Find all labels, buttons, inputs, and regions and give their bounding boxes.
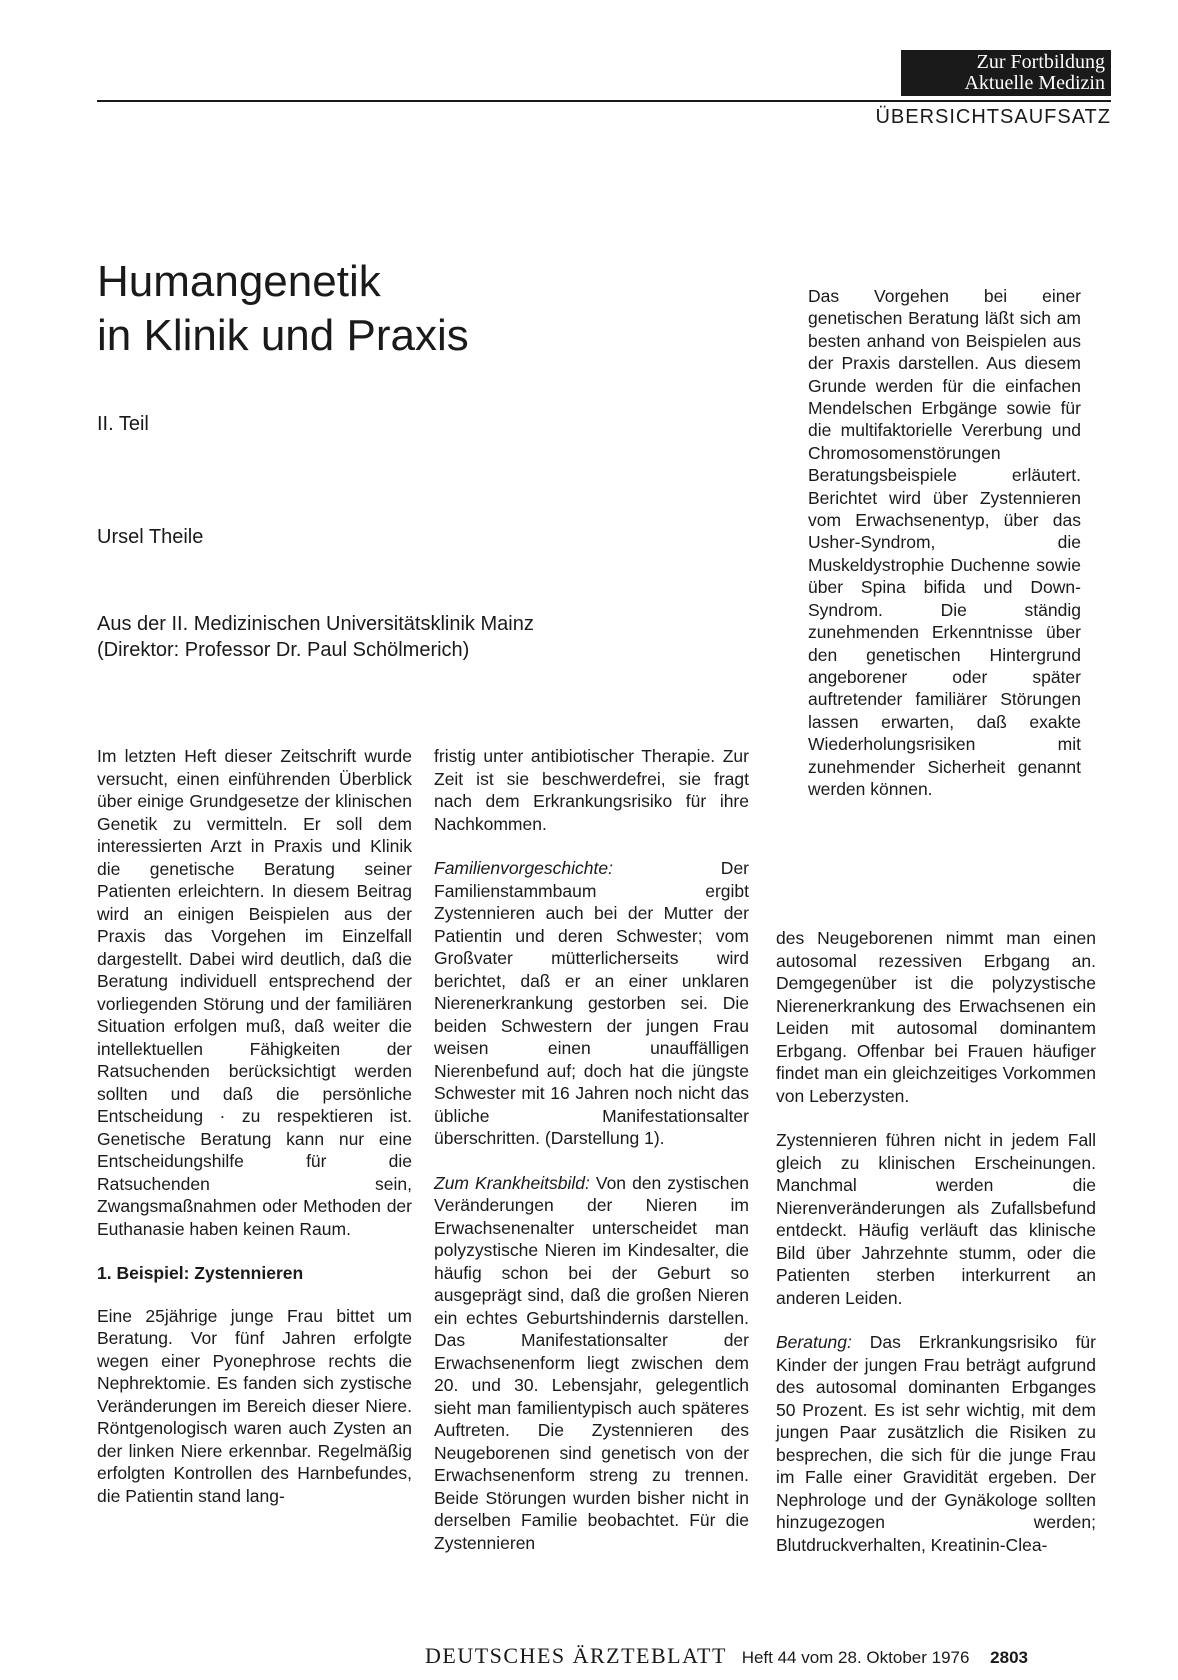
affiliation-line-1: Aus der II. Medizinischen Universitätsklinik Mainz — [97, 613, 534, 635]
paragraph-clinical-picture — [434, 1172, 749, 1555]
page-number: 2803 — [990, 1648, 1028, 1667]
rubric-badge — [901, 50, 1111, 96]
rubric-line-1: Zur Fortbildung — [976, 51, 1105, 73]
journal-name: DEUTSCHES ÄRZTEBLATT — [425, 1643, 727, 1668]
family-history-text: Der Familienstammbaum ergibt Zystennieren auch bei der Mutter der Patientin und deren Schwester; vom Großvater mütterlicherseits wird berichtet, daß er an einer unklaren Nierenerkrankung gestorben sei. Die beiden Schwestern der jungen Frau weisen einen unauffälligen Nierenbefund auf; doch hat die jüngste Schwester mit 16 Jahren noch nicht das übliche Manifestationsalter überschritten. (Darstellung 1). — [434, 858, 749, 1148]
issue-info: Heft 44 vom 28. Oktober 1976 — [741, 1648, 970, 1667]
intro-paragraph: Im letzten Heft dieser Zeitschrift wurde versucht, einen einführenden Überblick über einige Grundgesetze der klinischen Genetik zu vermitteln. Er soll dem interessierten Arzt in Praxis und Klinik die genetische Beratung seiner Patienten erleichtern. In diesem Beitrag wird an einigen Beispielen aus der Praxis das Vorgehen im Einzelfall dargestellt. Dabei wird deutlich, daß die Beratung individuell entsprechend der vorliegenden Störung und der familiären Situation erfolgen muß, daß weiter die intellektuellen Fähigkeiten der Ratsuchenden berücksichtigt werden sollten und daß die persönliche Entscheidung · zu respektieren ist. Genetische Beratung kann nur eine Entscheidungshilfe für die Ratsuchenden sein, Zwangsmaßnahmen oder Methoden der Euthanasie haben keinen Raum. — [97, 746, 412, 1239]
article-part: II. Teil — [97, 413, 149, 435]
case-paragraph: Eine 25jährige junge Frau bittet um Beratung. Vor fünf Jahren erfolgte wegen einer Pyonephrose rechts die Nephrektomie. Es fanden sich zystische Veränderungen im Bereich dieser Niere. Röntgenologisch waren auch Zysten an der linken Niere erkennbar. Regelmäßig erfolgten Kontrollen des Harnbefundes, die Patientin stand lang- — [97, 1305, 412, 1506]
author-name: Ursel Theile — [97, 526, 204, 548]
article-title — [97, 255, 469, 363]
column-2 — [434, 745, 749, 1576]
header-rule — [97, 100, 1111, 102]
title-line-1: Humangenetik — [97, 257, 381, 306]
lead-in-counseling: Beratung: — [776, 1332, 852, 1352]
lead-in-clinical-picture: Zum Krankheitsbild: — [434, 1172, 590, 1193]
column-3 — [776, 927, 1096, 1578]
paragraph-counseling — [776, 1331, 1096, 1556]
abstract: Das Vorgehen bei einer genetischen Beratung läßt sich am besten anhand von Beispielen aus der Praxis darstellen. Aus diesem Grunde werden für die einfachen Mendelschen Erbgänge sowie für die multifaktorielle Vererbung und Chromosomenstörungen Beratungsbeispiele erläutert. Berichtet wird über Zystennieren vom Erwachsenentyp, über das Usher-Syndrom, die Muskeldystrophie Duchenne sowie über Spina bifida und Down-Syndrom. Die ständig zunehmenden Erkenntnisse über den genetischen Hintergrund angeborener oder später auftretender familiärer Störungen lassen erwarten, daß exakte Wiederholungsrisiken mit zunehmender Sicherheit genannt werden können. — [808, 286, 1081, 799]
section-label: ÜBERSICHTSAUFSATZ — [875, 106, 1111, 128]
title-line-2: in Klinik und Praxis — [97, 311, 469, 360]
page-footer — [425, 1643, 1028, 1669]
paragraph-continuation: fristig unter antibiotischer Therapie. Zur Zeit ist sie beschwerdefrei, sie fragt nach dem Erkrankungsrisiko für ihre Nachkommen. — [434, 746, 749, 834]
paragraph-manifestation: Zystennieren führen nicht in jedem Fall gleich zu klinischen Erscheinungen. Manchmal werden die Nierenveränderungen als Zufallsbefund entdeckt. Häufig verläuft das klinische Bild über Jahrzehnte stumm, oder die Patienten sterben interkurrent an anderen Leiden. — [776, 1130, 1096, 1308]
column-1 — [97, 745, 412, 1529]
counseling-text: Das Erkrankungsrisiko für Kinder der jungen Frau beträgt aufgrund des autosomal dominanten Erbganges 50 Prozent. Es ist sehr wichtig, mit dem jungen Paar zusätzlich die Risiken zu besprechen, die sich für die junge Frau im Falle einer Gravidität ergeben. Der Nephrologe und der Gynäkologe sollten hinzugezogen werden; Blutdruckverhalten, Kreatinin-Clea- — [776, 1332, 1096, 1555]
affiliation-line-2: (Direktor: Professor Dr. Paul Schölmerich) — [97, 639, 470, 661]
lead-in-family-history: Familienvorgeschichte: — [434, 858, 613, 878]
author-affiliation — [97, 611, 534, 663]
clinical-picture-text: Von den zystischen Veränderungen der Nieren im Erwachsenenalter unterscheidet man polyzystische Nieren im Kindesalter, die häufig schon bei der Geburt so ausgeprägt sind, daß die großen Nieren ein echtes Geburtshindernis darstellen. Das Manifestationsalter der Erwachsenenform liegt zwischen dem 20. und 30. Lebensjahr, gelegentlich sieht man familientypisch auch späteres Auftreten. Die Zystennieren des Neugeborenen sind genetisch von der Erwachsenenform streng zu trennen. Beide Störungen wurden bisher nicht in derselben Familie beobachtet. Für die Zystennieren — [434, 1172, 749, 1553]
section-heading: 1. Beispiel: Zystennieren — [97, 1263, 304, 1283]
rubric-line-2: Aktuelle Medizin — [964, 72, 1105, 94]
paragraph-inheritance: des Neugeborenen nimmt man einen autosomal rezessiven Erbgang an. Demgegenüber ist die polyzystische Nierenerkrankung des Erwachsenen ein Leiden mit autosomal dominantem Erbgang. Offenbar bei Frauen häufiger findet man ein gleichzeitiges Vorkommen von Leberzysten. — [776, 928, 1096, 1106]
paragraph-family-history — [434, 857, 749, 1150]
